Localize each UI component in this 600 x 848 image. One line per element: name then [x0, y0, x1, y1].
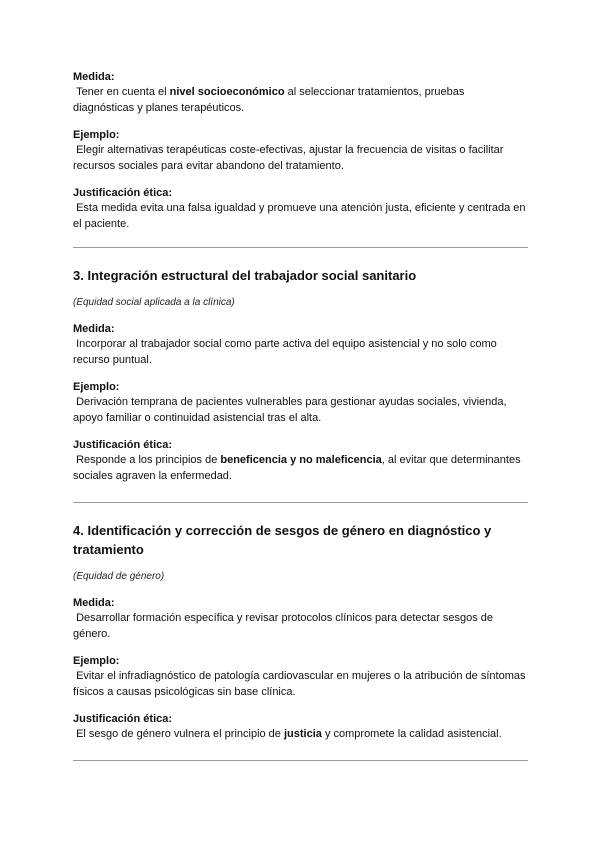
justification-label: Justificación ética: [73, 439, 173, 451]
measure-label: Medida: [73, 597, 115, 609]
justification-block [73, 438, 528, 484]
example-block [73, 654, 528, 700]
justification-block [73, 712, 528, 742]
example-block [73, 380, 528, 426]
section-4 [73, 521, 528, 742]
example-text: Elegir alternativas terapéuticas coste-efectivas, ajustar la frecuencia de visitas o facilitar recursos sociales para evitar abandono del tratamiento. [73, 144, 504, 172]
section-3 [73, 266, 528, 484]
example-label: Ejemplo: [73, 655, 120, 667]
example-text: Derivación temprana de pacientes vulnerables para gestionar ayudas sociales, vivienda, apoyo familiar o continuidad asistencial tras el alta. [73, 396, 507, 424]
justification-label: Justificación ética: [73, 187, 173, 199]
section-title: 3. Integración estructural del trabajador social sanitario [73, 268, 417, 283]
measure-text: Tener en cuenta el nivel socioeconómico al seleccionar tratamientos, pruebas diagnósticas y planes terapéuticos. [73, 86, 465, 114]
section-divider [73, 247, 528, 248]
section-divider [73, 760, 528, 761]
section-subtitle: (Equidad de género) [73, 571, 165, 582]
justification-label: Justificación ética: [73, 713, 173, 725]
example-label: Ejemplo: [73, 381, 120, 393]
document-page [73, 70, 528, 761]
measure-block [73, 70, 528, 116]
measure-label: Medida: [73, 323, 115, 335]
section-title: 4. Identificación y corrección de sesgos de género en diagnóstico y tratamiento [73, 523, 492, 557]
example-text: Evitar el infradiagnóstico de patología cardiovascular en mujeres o la atribución de síntomas físicos a causas psicológicas sin base clínica. [73, 670, 526, 698]
measure-text: Desarrollar formación específica y revisar protocolos clínicos para detectar sesgos de género. [73, 612, 494, 640]
measure-label: Medida: [73, 71, 115, 83]
measure-block [73, 322, 528, 368]
justification-text: Responde a los principios de beneficencia y no maleficencia, al evitar que determinantes sociales agraven la enfermedad. [73, 454, 521, 482]
justification-text: El sesgo de género vulnera el principio de justicia y compromete la calidad asistencial. [76, 728, 502, 740]
section-subtitle: (Equidad social aplicada a la clínica) [73, 297, 235, 308]
measure-block [73, 596, 528, 642]
section-divider [73, 502, 528, 503]
intro-blocks [73, 70, 528, 232]
example-block [73, 128, 528, 174]
justification-text: Esta medida evita una falsa igualdad y promueve una atención justa, eficiente y centrada en el paciente. [73, 202, 526, 230]
measure-text: Incorporar al trabajador social como parte activa del equipo asistencial y no solo como recurso puntual. [73, 338, 497, 366]
justification-block [73, 186, 528, 232]
example-label: Ejemplo: [73, 129, 120, 141]
